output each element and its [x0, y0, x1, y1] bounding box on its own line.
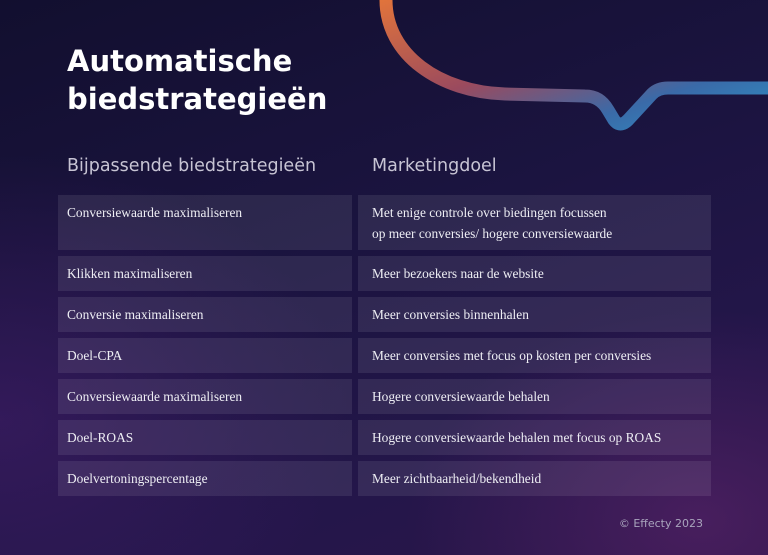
table-row	[58, 195, 711, 250]
copyright-footer: © Effecty 2023	[618, 517, 703, 530]
table-cell-strategy: Conversiewaarde maximaliseren	[58, 379, 352, 414]
table-cell-strategy: Doelvertoningspercentage	[58, 461, 352, 496]
table-cell-goal: Meer zichtbaarheid/bekendheid	[358, 461, 711, 496]
table-row	[58, 420, 711, 455]
table-cell-strategy: Klikken maximaliseren	[58, 256, 352, 291]
table-cell-goal: Meer conversies met focus op kosten per conversies	[358, 338, 711, 373]
table-cell-strategy: Doel-CPA	[58, 338, 352, 373]
table-row	[58, 338, 711, 373]
column-header-strategies: Bijpassende biedstrategieën	[67, 156, 317, 176]
column-header-marketing-goal: Marketingdoel	[372, 156, 497, 176]
strategy-table	[58, 195, 711, 502]
table-cell-goal: Hogere conversiewaarde behalen	[358, 379, 711, 414]
table-cell-goal: Meer conversies binnenhalen	[358, 297, 711, 332]
table-row	[58, 256, 711, 291]
table-cell-strategy: Conversie maximaliseren	[58, 297, 352, 332]
table-cell-goal: Met enige controle over biedingen focussen op meer conversies/ hogere conversiewaarde	[358, 195, 711, 250]
table-row	[58, 379, 711, 414]
table-row	[58, 297, 711, 332]
table-cell-strategy: Doel-ROAS	[58, 420, 352, 455]
table-row	[58, 461, 711, 496]
table-cell-strategy: Conversiewaarde maximaliseren	[58, 195, 352, 250]
table-cell-goal: Meer bezoekers naar de website	[358, 256, 711, 291]
table-cell-goal: Hogere conversiewaarde behalen met focus op ROAS	[358, 420, 711, 455]
slide-title: Automatische biedstrategieën	[67, 44, 328, 116]
